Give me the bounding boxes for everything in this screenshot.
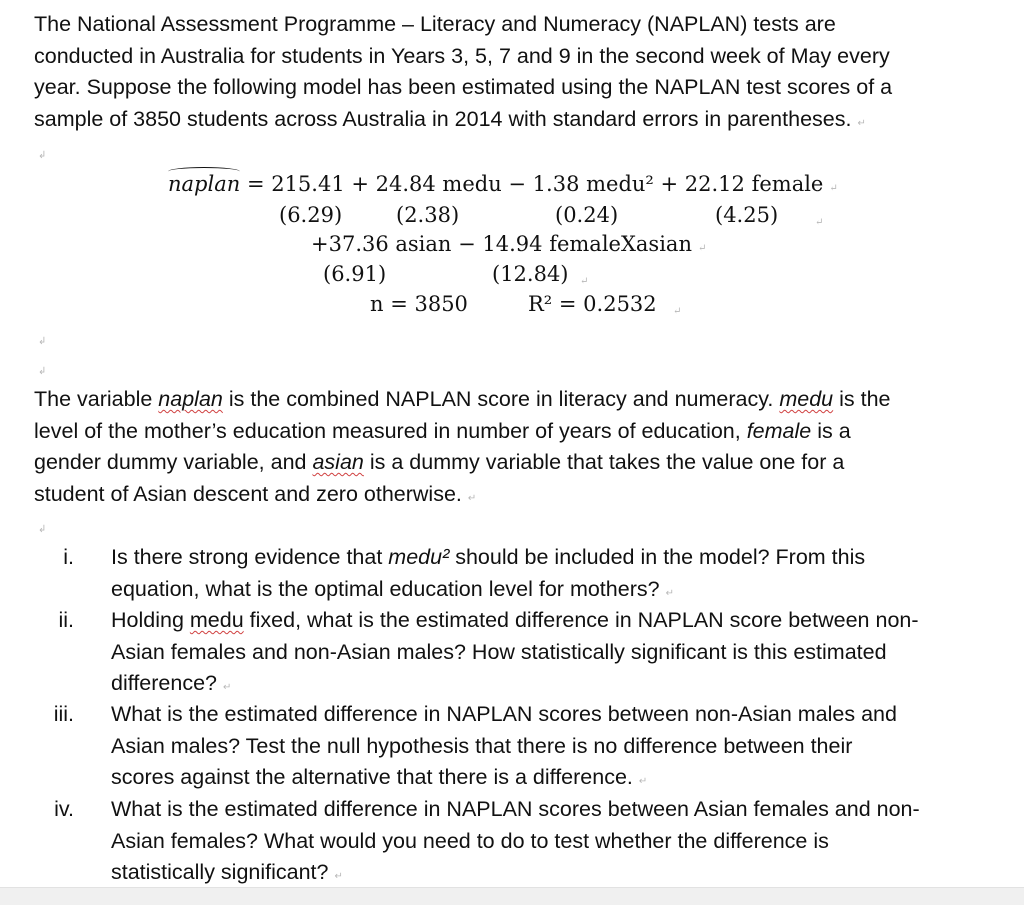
var-medu: medu <box>189 608 244 632</box>
naplan-hat: naplan <box>168 172 241 196</box>
paragraph-mark: ↵ <box>580 276 589 287</box>
intro-line: The National Assessment Programme – Literacy and Numeracy (NAPLAN) tests are <box>34 12 836 36</box>
paragraph-mark: ↵ <box>829 183 838 194</box>
intro-line: conducted in Australia for students in Years 3, 5, 7 and 9 in the second week of May every <box>34 43 890 68</box>
var-medu-squared: medu² <box>388 545 450 569</box>
question-text: Holding medu fixed, what is the estimated difference in NAPLAN score between non- Asian females and non-Asian males? How statistically significant is this estimated difference? ↵ <box>111 608 919 695</box>
empty-paragraph-mark: ↲ <box>38 150 47 161</box>
question-text: What is the estimated difference in NAPLAN scores between Asian females and non- Asian females? What would you need to do to test whether the difference is statistically significant? ↵ <box>111 797 920 884</box>
var-naplan: naplan <box>158 387 223 411</box>
paragraph-mark: ↵ <box>223 682 232 693</box>
window-bottom-edge <box>0 887 1024 905</box>
intro-line: sample of 3850 students across Australia in 2014 with standard errors in parentheses. ↵ <box>34 106 866 131</box>
var-asian: asian <box>312 450 364 474</box>
se-value: (6.29) <box>279 203 343 227</box>
description-line: The variable naplan is the combined NAPLAN score in literacy and numeracy. medu is the <box>34 387 891 411</box>
r-squared: R² = 0.2532 <box>528 292 657 316</box>
question-number: iv. <box>54 797 74 821</box>
intro-line: year. Suppose the following model has been estimated using the NAPLAN test scores of a <box>34 75 893 99</box>
question-number: ii. <box>58 608 74 632</box>
empty-paragraph-mark: ↲ <box>38 336 47 347</box>
question-number: iii. <box>53 702 74 726</box>
equation-row-2: +37.36 asian − 14.94 femaleXasian ↵ <box>311 232 707 256</box>
paragraph-mark: ↵ <box>857 117 866 129</box>
intro-paragraph <box>34 9 1009 139</box>
paragraph-mark: ↵ <box>638 776 648 787</box>
se-value: (4.25) <box>715 203 779 227</box>
se-value: (6.91) <box>323 262 387 286</box>
var-medu: medu <box>779 387 834 411</box>
sample-size: n = 3850 <box>370 292 468 316</box>
description-paragraph <box>34 384 1009 514</box>
var-female: female <box>746 418 812 443</box>
question-text: Is there strong evidence that medu² should be included in the model? From this equation, what is the optimal education level for mothers? ↵ <box>111 545 866 601</box>
question-number: i. <box>63 545 74 569</box>
paragraph-mark: ↵ <box>815 217 824 228</box>
se-value: (2.38) <box>396 203 460 227</box>
question-text: What is the estimated difference in NAPLAN scores between non-Asian males and Asian males? Test the null hypothesis that there is no difference between their scores against the alternative that there is a difference. ↵ <box>111 702 897 789</box>
empty-paragraph-mark: ↲ <box>38 524 47 535</box>
description-line: gender dummy variable, and asian is a dummy variable that takes the value one for a <box>34 450 845 474</box>
se-value: (12.84) <box>492 262 569 286</box>
paragraph-mark: ↵ <box>467 492 477 504</box>
description-line: student of Asian descent and zero otherwise. ↵ <box>34 481 477 506</box>
paragraph-mark: ↵ <box>697 243 707 254</box>
paragraph-mark: ↵ <box>673 306 682 317</box>
equation-row-1: naplan = 215.41 + 24.84 medu − 1.38 medu² + 22.12 female ↵ <box>168 172 838 196</box>
empty-paragraph-mark: ↲ <box>38 366 47 377</box>
paragraph-mark: ↵ <box>665 587 674 599</box>
description-line: level of the mother’s education measured in number of years of education, female is a <box>34 418 851 443</box>
paragraph-mark: ↵ <box>334 871 343 882</box>
se-value: (0.24) <box>555 203 619 227</box>
